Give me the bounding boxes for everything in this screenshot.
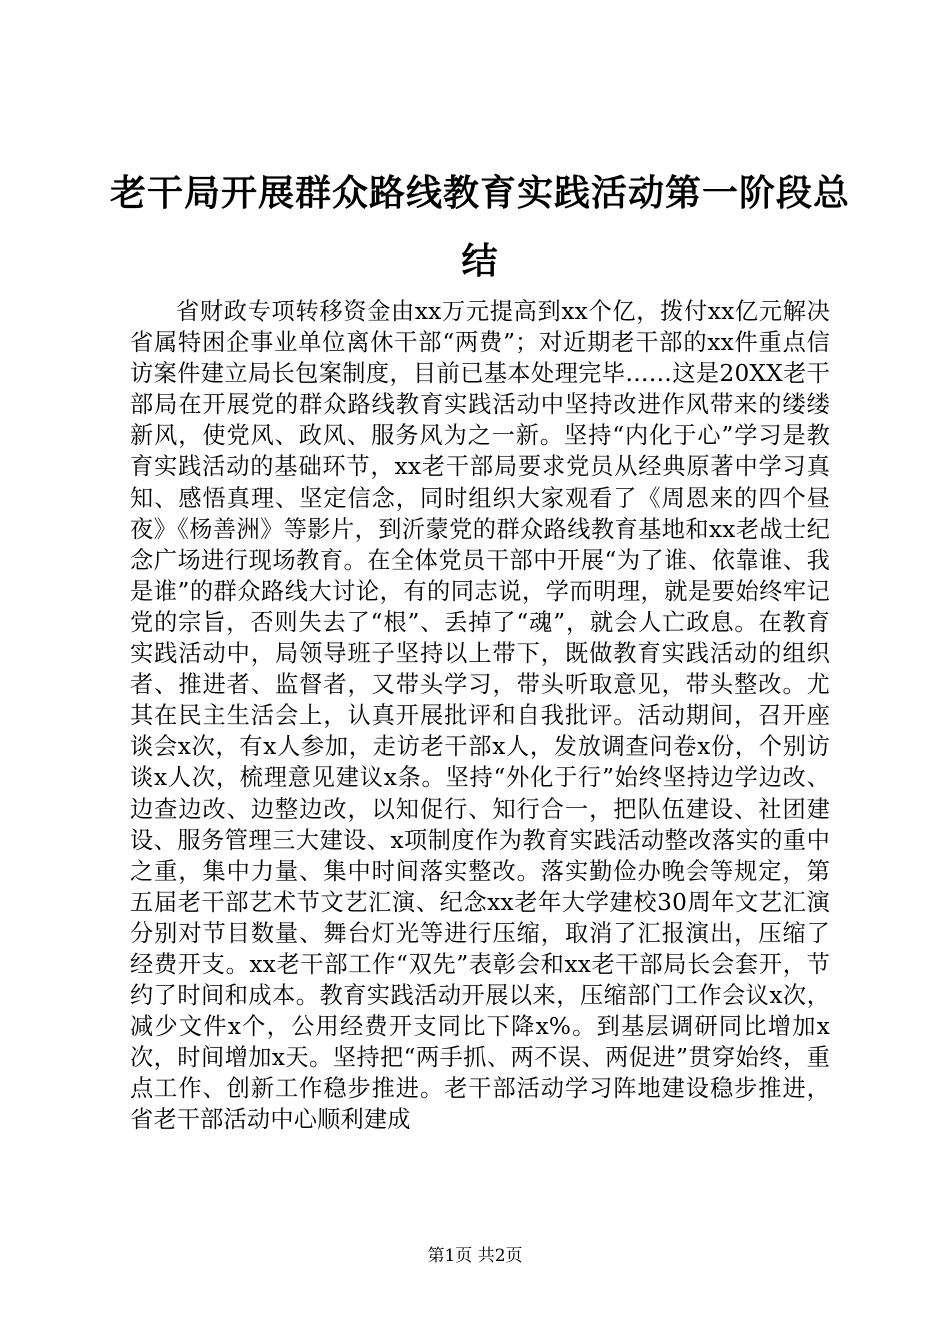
document-title: 老干局开展群众路线教育实践活动第一阶段总结 <box>110 173 851 282</box>
document-body-paragraph: 省财政专项转移资金由xx万元提高到xx个亿，拨付xx亿元解决省属特困企事业单位离休干部“两费”；对近期老干部的xx件重点信访案件建立局长包案制度，目前已基本处理完毕……这是20XX老干部局在开展党的群众路线教育实践活动中坚持改进作风带来的缕缕新风，使党风、政风、服务风为之一新。坚持“内化于心”学习是教育实践活动的基础环节，xx老干部局要求党员从经典原著中学习真知、感悟真理、坚定信念，同时组织大家观看了《周恩来的四个昼夜》《杨善洲》等影片，到沂蒙党的群众路线教育基地和xx老战士纪念广场进行现场教育。在全体党员干部中开展“为了谁、依靠谁、我是谁”的群众路线大讨论，有的同志说，学而明理，就是要始终牢记党的宗旨，否则失去了“根”、丢掉了“魂”，就会人亡政息。在教育实践活动中，局领导班子坚持以上带下，既做教育实践活动的组织者、推进者、监督者，又带头学习，带头听取意见，带头整改。尤其在民主生活会上，认真开展批评和自我批评。活动期间，召开座谈会x次，有x人参加，走访老干部x人，发放调查问卷x份，个别访谈x人次，梳理意见建议x条。坚持“外化于行”始终坚持边学边改、边查边改、边整边改，以知促行、知行合一，把队伍建设、社团建设、服务管理三大建设、x项制度作为教育实践活动整改落实的重中之重，集中力量、集中时间落实整改。落实勤俭办晚会等规定，第五届老干部艺术节文艺汇演、纪念xx老年大学建校30周年文艺汇演分别对节目数量、舞台灯光等进行压缩，取消了汇报演出，压缩了经费开支。xx老干部工作“双先”表彰会和xx老干部局长会套开，节约了时间和成本。教育实践活动开展以来，压缩部门工作会议x次，减少文件x个，公用经费开支同比下降x%。到基层调研同比增加x次，时间增加x天。坚持把“两手抓、两不误、两促进”贯穿始终，重点工作、创新工作稳步推进。老干部活动学习阵地建设稳步推进，省老干部活动中心顺利建成 <box>130 298 830 1134</box>
page-number-footer: 第1页 共2页 <box>427 1246 523 1266</box>
